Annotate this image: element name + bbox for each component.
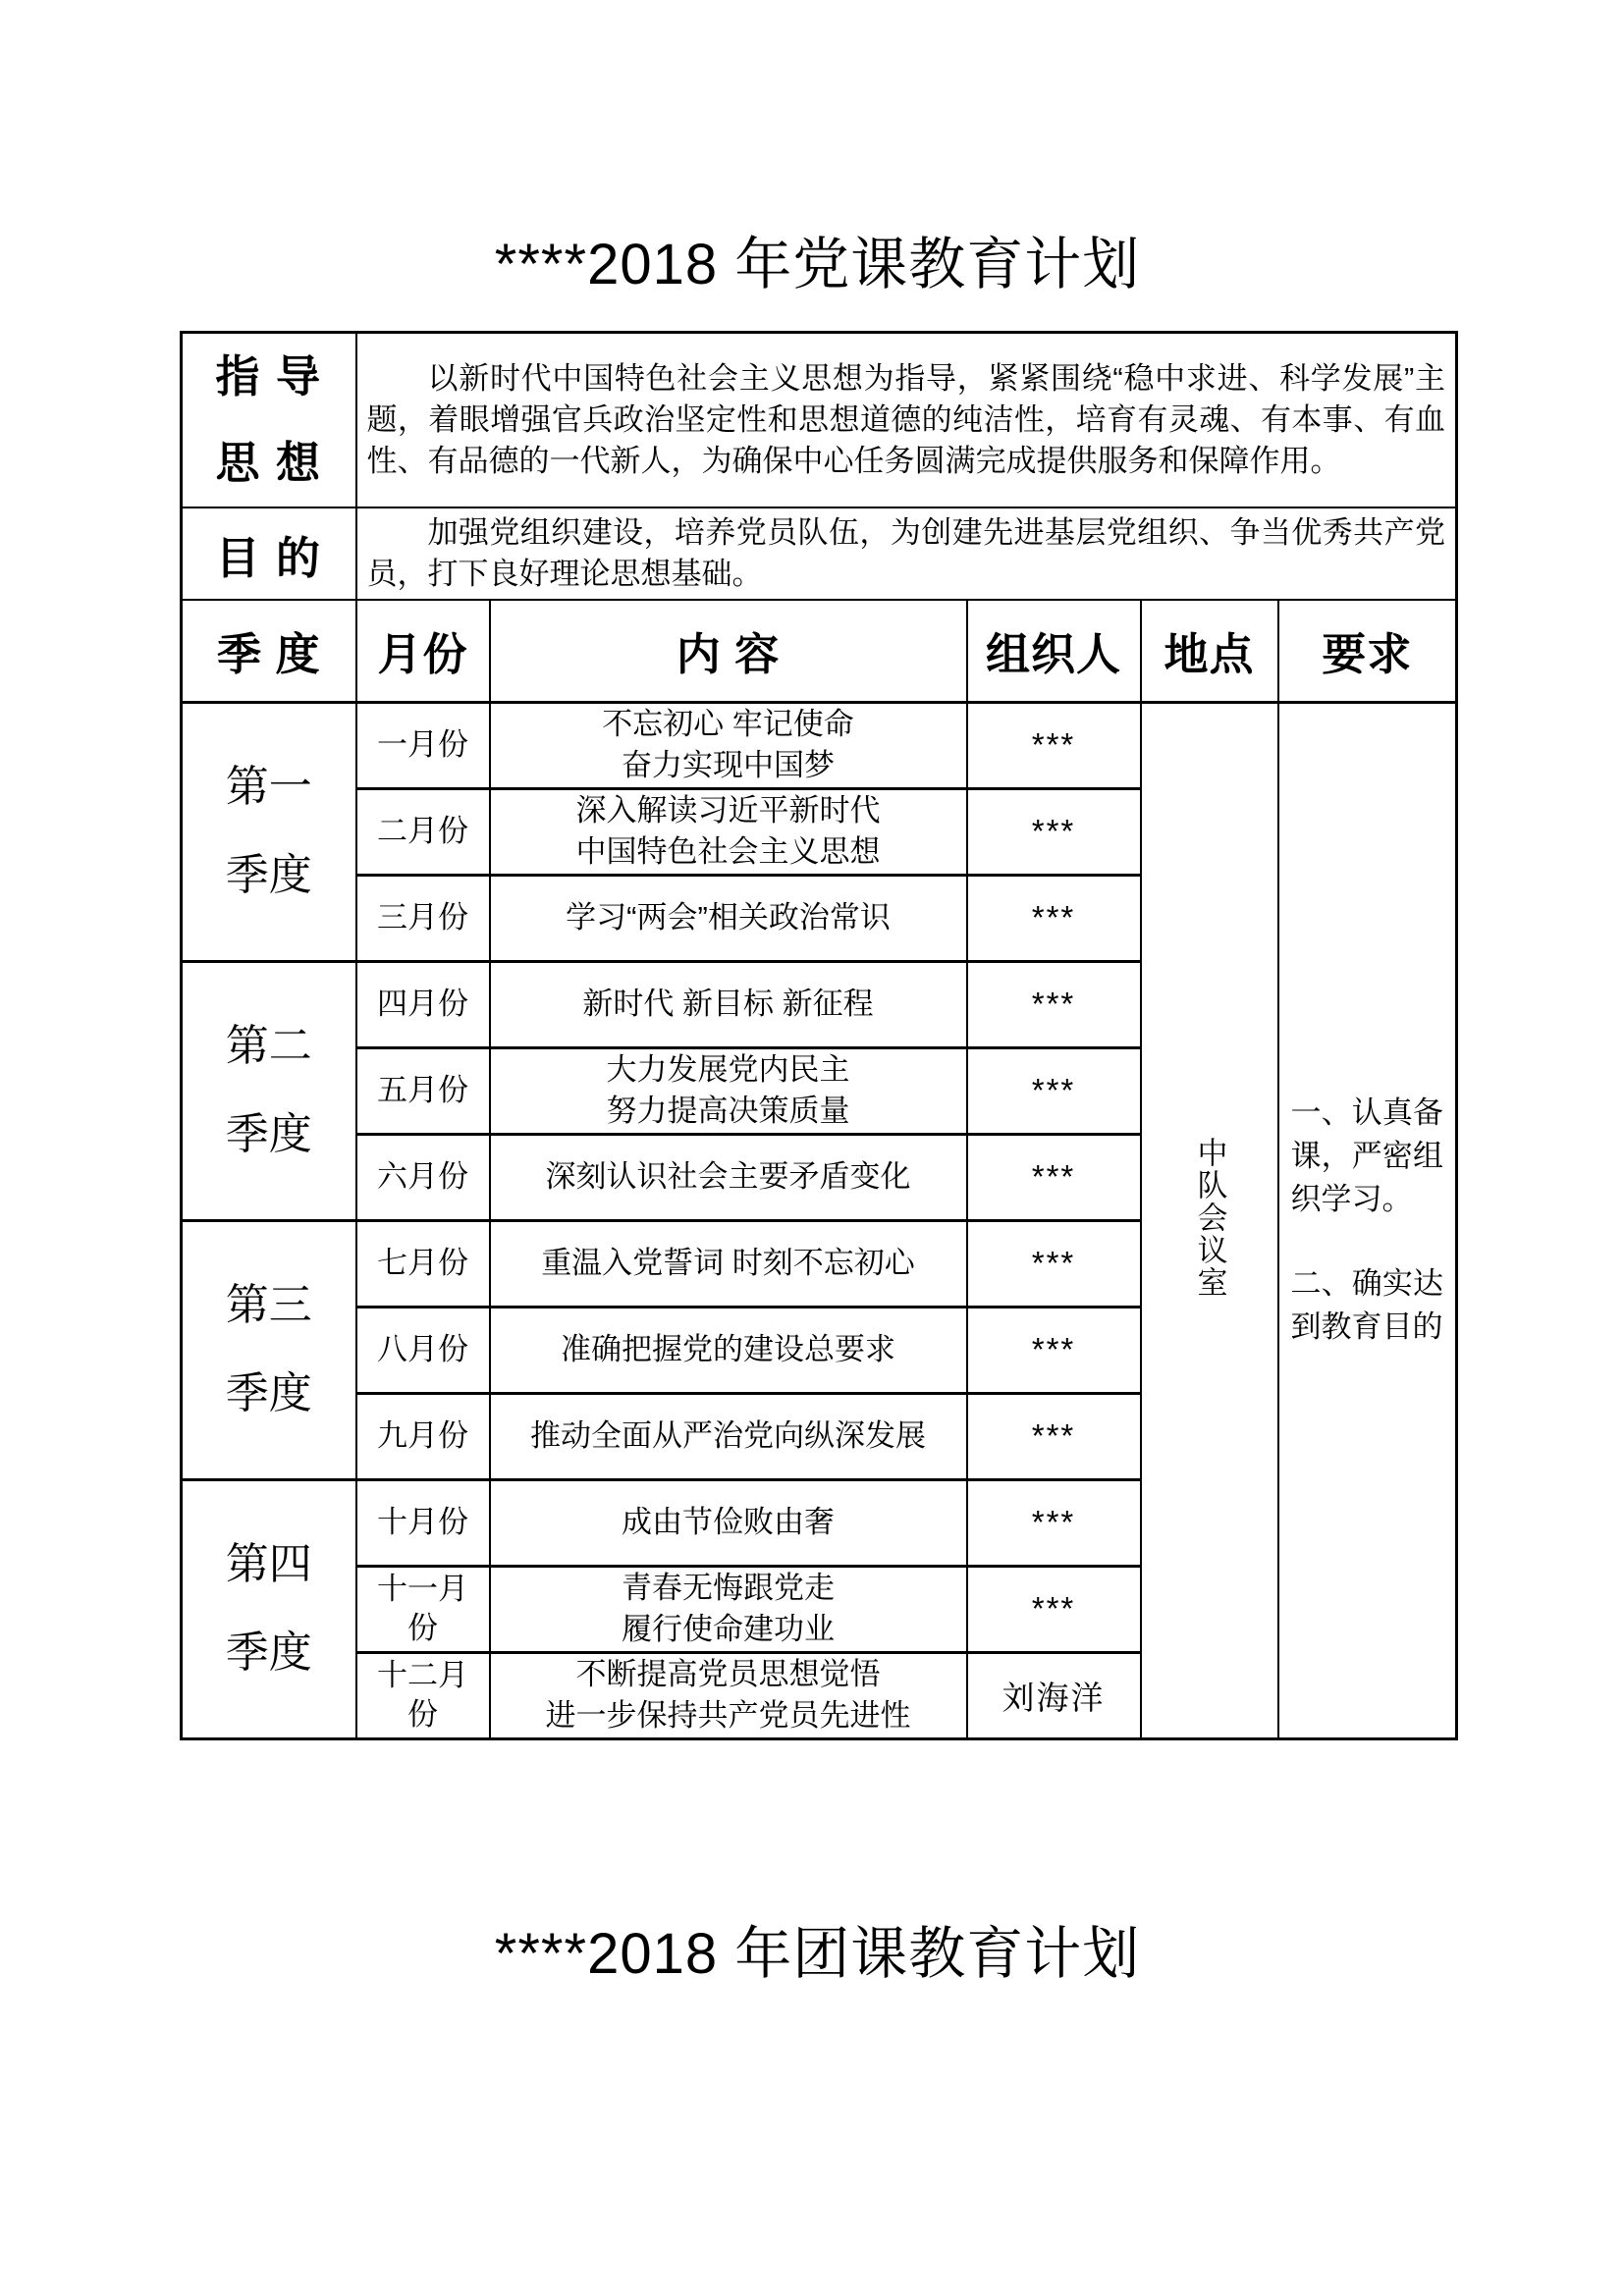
quarter-label-q4 — [182, 1479, 356, 1738]
content-may-line1: 大力发展党内民主 — [606, 1052, 850, 1087]
organizer-cell-jun: *** — [967, 1134, 1141, 1220]
organizer-cell-mar: *** — [967, 875, 1141, 961]
quarter-q3-line1: 第三 — [225, 1281, 312, 1329]
party-plan-title: ****2018 年党课教育计划 — [494, 233, 1141, 296]
content-cell-feb — [490, 788, 967, 875]
content-jan-line1: 不忘初心 牢记使命 — [602, 707, 854, 741]
content-cell-apr — [490, 961, 967, 1047]
quarter-q1-line2: 季度 — [225, 851, 312, 899]
content-nov-line2: 履行使命建功业 — [622, 1612, 835, 1646]
month-cell-sep: 九月份 — [356, 1393, 490, 1479]
quarter-q2-line1: 第二 — [225, 1022, 312, 1070]
content-cell-sep — [490, 1393, 967, 1479]
header-organizer: 组织人 — [967, 600, 1141, 702]
quarter-q1-line1: 第一 — [225, 763, 312, 811]
month-cell-may: 五月份 — [356, 1047, 490, 1134]
organizer-cell-dec: 刘海洋 — [967, 1652, 1141, 1738]
header-location: 地点 — [1141, 600, 1278, 702]
requirement-item2: 二、确实达到教育目的 — [1290, 1266, 1443, 1344]
content-nov-line1: 青春无悔跟党走 — [622, 1571, 835, 1605]
content-cell-nov — [490, 1566, 967, 1652]
organizer-cell-aug: *** — [967, 1307, 1141, 1393]
quarter-q2-line2: 季度 — [225, 1110, 312, 1158]
content-cell-aug — [490, 1307, 967, 1393]
month-cell-aug: 八月份 — [356, 1307, 490, 1393]
organizer-cell-oct: *** — [967, 1479, 1141, 1566]
content-cell-may — [490, 1047, 967, 1134]
content-jun-line1: 深刻认识社会主要矛盾变化 — [545, 1159, 911, 1194]
guiding-ideology-text: 以新时代中国特色社会主义思想为指导，紧紧围绕“稳中求进、科学发展”主题，着眼增强官兵政治坚定性和思想道德的纯洁性，培育有灵魂、有本事、有血性、有品德的一代新人，为确保中心任务圆满完成提供服务和保障作用。 — [366, 361, 1445, 478]
quarter-label-q1 — [182, 702, 356, 961]
content-apr-line1: 新时代 新目标 新征程 — [582, 987, 874, 1021]
guiding-ideology-label — [182, 333, 356, 508]
content-jan-line2: 奋力实现中国梦 — [622, 748, 835, 782]
header-month: 月份 — [356, 600, 490, 702]
guiding-ideology-label-line2: 思 想 — [215, 438, 322, 488]
month-cell-jun: 六月份 — [356, 1134, 490, 1220]
organizer-cell-jul: *** — [967, 1220, 1141, 1307]
content-sep-line1: 推动全面从严治党向纵深发展 — [530, 1418, 926, 1453]
month-cell-dec: 十二月份 — [356, 1652, 490, 1738]
month-cell-jul: 七月份 — [356, 1220, 490, 1307]
header-requirement: 要求 — [1278, 600, 1457, 702]
content-cell-jun — [490, 1134, 967, 1220]
guiding-ideology-label-line1: 指 导 — [215, 351, 322, 401]
content-dec-line1: 不断提高党员思想觉悟 — [575, 1657, 881, 1691]
purpose-text-cell — [356, 507, 1457, 600]
party-plan-table — [180, 331, 1458, 1740]
quarter-q4-line2: 季度 — [225, 1629, 312, 1677]
content-cell-jul — [490, 1220, 967, 1307]
location-cell — [1141, 702, 1278, 1738]
content-cell-oct — [490, 1479, 967, 1566]
requirement-item1: 一、认真备课，严密组织学习。 — [1290, 1095, 1443, 1216]
guiding-ideology-text-cell — [356, 333, 1457, 508]
league-plan-title: ****2018 年团课教育计划 — [494, 1922, 1141, 1986]
content-oct-line1: 成由节俭败由奢 — [622, 1505, 835, 1539]
month-cell-feb: 二月份 — [356, 788, 490, 875]
organizer-cell-sep: *** — [967, 1393, 1141, 1479]
header-content: 内 容 — [490, 600, 967, 702]
organizer-cell-nov: *** — [967, 1566, 1141, 1652]
month-cell-jan: 一月份 — [356, 702, 490, 788]
requirements-cell — [1278, 702, 1457, 1738]
header-quarter: 季 度 — [182, 600, 356, 702]
organizer-cell-apr: *** — [967, 961, 1141, 1047]
purpose-text: 加强党组织建设，培养党员队伍，为创建先进基层党组织、争当优秀共产党员，打下良好理论思想基础。 — [366, 515, 1445, 591]
content-feb-line2: 中国特色社会主义思想 — [575, 834, 881, 869]
month-cell-mar: 三月份 — [356, 875, 490, 961]
content-aug-line1: 准确把握党的建设总要求 — [561, 1332, 895, 1366]
content-mar-line1: 学习“两会”相关政治常识 — [566, 900, 891, 934]
content-jul-line1: 重温入党誓词 时刻不忘初心 — [541, 1246, 915, 1280]
content-cell-mar — [490, 875, 967, 961]
month-cell-oct: 十月份 — [356, 1479, 490, 1566]
content-cell-jan — [490, 702, 967, 788]
quarter-label-q2 — [182, 961, 356, 1220]
quarter-q3-line2: 季度 — [225, 1369, 312, 1417]
location-text: 中队会议室 — [1192, 1137, 1227, 1299]
month-cell-nov: 十一月份 — [356, 1566, 490, 1652]
purpose-label: 目 的 — [182, 507, 356, 600]
content-may-line2: 努力提高决策质量 — [606, 1094, 850, 1128]
organizer-cell-may: *** — [967, 1047, 1141, 1134]
organizer-cell-jan: *** — [967, 702, 1141, 788]
organizer-cell-feb: *** — [967, 788, 1141, 875]
quarter-label-q3 — [182, 1220, 356, 1479]
quarter-q4-line1: 第四 — [225, 1540, 312, 1588]
content-cell-dec — [490, 1652, 967, 1738]
content-feb-line1: 深入解读习近平新时代 — [575, 793, 881, 828]
month-cell-apr: 四月份 — [356, 961, 490, 1047]
content-dec-line2: 进一步保持共产党员先进性 — [545, 1698, 911, 1733]
